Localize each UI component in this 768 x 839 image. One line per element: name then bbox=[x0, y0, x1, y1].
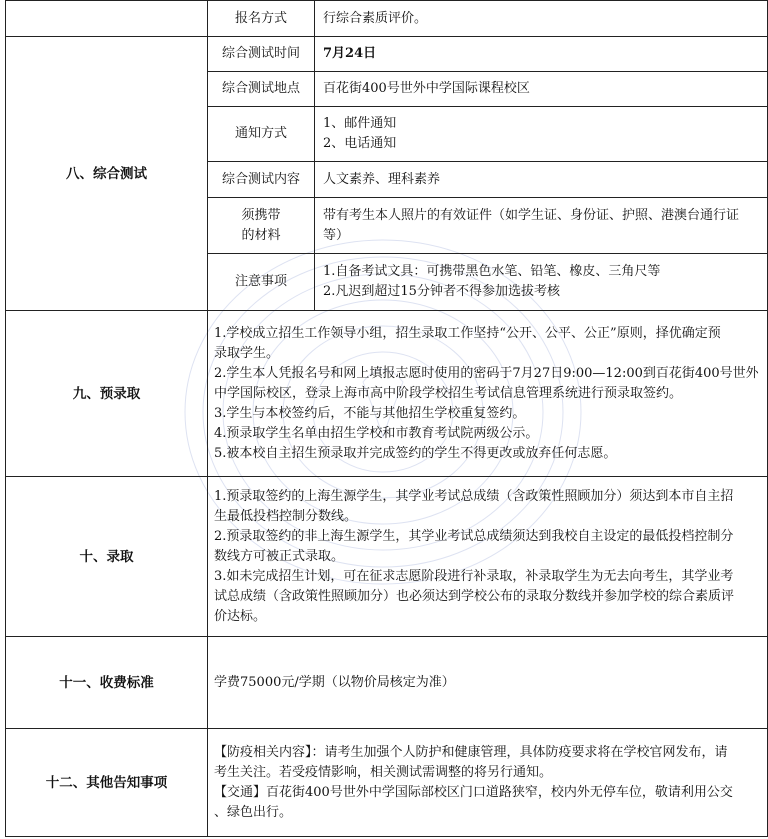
section-blank-cell bbox=[6, 1, 208, 37]
test-date: 7月24日 bbox=[323, 46, 377, 61]
row-value bbox=[315, 198, 768, 254]
value-line: 1.自备考试文具：可携带黑色水笔、铅笔、橡皮、三角尺等 bbox=[323, 264, 661, 279]
section-content: 学费75000元/学期（以物价局核定为准） bbox=[208, 637, 768, 729]
row-value: 行综合素质评价。 bbox=[315, 1, 768, 37]
table-row bbox=[6, 477, 768, 637]
row-value bbox=[315, 107, 768, 162]
table-row bbox=[6, 37, 768, 72]
content-line: 录取学生。 bbox=[214, 345, 280, 361]
content-line: 价达标。 bbox=[214, 608, 267, 624]
value-line: 2、电话通知 bbox=[323, 136, 397, 151]
content-line: 【防疫相关内容】：请考生加强个人防护和健康管理，具体防疫要求将在学校官网发布，请 bbox=[214, 744, 728, 760]
table-row bbox=[6, 311, 768, 477]
row-value bbox=[315, 254, 768, 311]
row-label bbox=[208, 198, 315, 254]
section-content bbox=[208, 729, 768, 837]
content-line: 考生关注。若受疫情影响，相关测试需调整的将另行通知。 bbox=[214, 764, 553, 780]
value-line: 2.凡迟到超过15分钟者不得参加选拔考核 bbox=[323, 284, 560, 299]
content-line: 数线方可被正式录取。 bbox=[214, 548, 345, 564]
content-line: 5.被本校自主招生预录取并完成签约的学生不得更改或放弃任何志愿。 bbox=[214, 445, 617, 461]
row-value: 百花街400号世外中学国际课程校区 bbox=[315, 72, 768, 107]
value-line: 1、邮件通知 bbox=[323, 116, 397, 131]
content-line: 1.预录取签约的上海生源学生，其学业考试总成绩（含政策性照顾加分）须达到本市自主招 bbox=[214, 488, 734, 504]
row-label: 综合测试地点 bbox=[208, 72, 315, 107]
row-value bbox=[315, 37, 768, 72]
table-row bbox=[6, 1, 768, 37]
value-line: 带有考生本人照片的有效证件（如学生证、身份证、护照、港澳台通行证 bbox=[323, 207, 740, 223]
content-line: 中学国际校区，登录上海市高中阶段学校招生考试信息管理系统进行预录取签约。 bbox=[214, 385, 683, 401]
value-line: 等） bbox=[323, 227, 350, 243]
section-content bbox=[208, 311, 768, 477]
section-title: 八、综合测试 bbox=[6, 37, 208, 311]
section-content bbox=[208, 477, 768, 637]
label-line: 的材料 bbox=[241, 227, 281, 243]
content-line: 4.预录取学生名单由招生学校和市教育考试院两级公示。 bbox=[214, 425, 539, 441]
section-title: 十一、收费标准 bbox=[6, 637, 208, 729]
content-line: 3.学生与本校签约后，不能与其他招生学校重复签约。 bbox=[214, 405, 526, 421]
content-line: 生最低投档控制分数线。 bbox=[214, 508, 358, 524]
content-line: 【交通】百花街400号世外中学国际部校区门口道路狭窄，校内外无停车位，敬请利用公交 bbox=[214, 784, 733, 800]
row-label: 注意事项 bbox=[208, 254, 315, 311]
row-value: 人文素养、理科素养 bbox=[315, 162, 768, 198]
row-label: 通知方式 bbox=[208, 107, 315, 162]
section-title: 十二、其他告知事项 bbox=[6, 729, 208, 837]
content-line: 1.学校成立招生工作领导小组，招生录取工作坚持“公开、公平、公正”原则，择优确定预 bbox=[214, 325, 721, 341]
section-title: 十、录取 bbox=[6, 477, 208, 637]
label-line: 须携带 bbox=[241, 207, 281, 223]
row-label: 综合测试时间 bbox=[208, 37, 315, 72]
section-title: 九、预录取 bbox=[6, 311, 208, 477]
row-label: 报名方式 bbox=[208, 1, 315, 37]
content-line: 、绿色出行。 bbox=[214, 804, 293, 820]
table-row bbox=[6, 729, 768, 837]
content-line: 2.学生本人凭报名号和网上填报志愿时使用的密码于7月27日9:00—12:00到百花街400号世外 bbox=[214, 365, 759, 381]
content-line: 试总成绩（含政策性照顾加分）也必须达到学校公布的录取分数线并参加学校的综合素质评 bbox=[214, 588, 735, 604]
table-row bbox=[6, 637, 768, 729]
row-label: 综合测试内容 bbox=[208, 162, 315, 198]
content-line: 3.如未完成招生计划，可在征求志愿阶段进行补录取，补录取学生为无去向考生，其学业考 bbox=[214, 568, 734, 584]
content-line: 2.预录取签约的非上海生源学生，其学业考试总成绩须达到我校自主设定的最低投档控制分 bbox=[214, 528, 734, 544]
admission-info-table bbox=[5, 0, 768, 837]
